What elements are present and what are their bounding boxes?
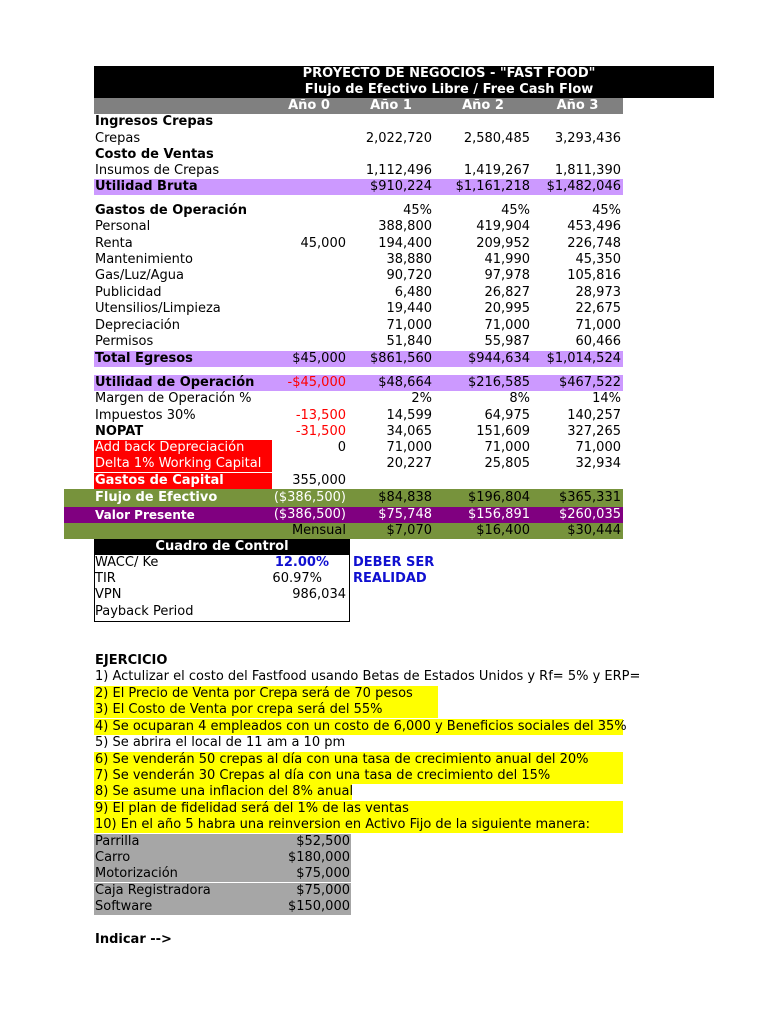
costo-title-row (94, 147, 623, 163)
value-y3: 105,816 (567, 268, 621, 283)
row-label: Flujo de Efectivo (95, 490, 218, 505)
row-label: Publicidad (95, 285, 162, 300)
value-y3: $467,522 (558, 375, 621, 390)
value-y2: 419,904 (476, 219, 530, 234)
value-y0: 355,000 (292, 473, 346, 488)
value-y3: 28,973 (575, 285, 621, 300)
ejercicio-title: EJERCICIO (95, 653, 168, 668)
ejercicio-item: 2) El Precio de Venta por Crepa será de 70 pesos (94, 686, 438, 702)
value-y2: $216,585 (467, 375, 530, 390)
gastos-pct-y3: 45% (592, 203, 621, 218)
gastos-title-row (94, 203, 623, 219)
year-0-header: Año 0 (288, 98, 330, 113)
row-label: Renta (95, 236, 133, 251)
asset-label: Motorización (95, 866, 178, 881)
value-y3: $260,035 (558, 507, 621, 522)
value-y2: 2,580,485 (463, 131, 530, 146)
row-label: Depreciación (95, 318, 180, 333)
capex-row (94, 473, 623, 489)
gasto-row-mantenimiento (94, 252, 623, 268)
indicar-label: Indicar --> (95, 932, 172, 947)
gasto-row-depreciacion (94, 318, 623, 334)
value-y2: 20,995 (484, 301, 530, 316)
value-y0: $45,000 (292, 351, 346, 366)
value-y3: 71,000 (575, 318, 621, 333)
value-y2: 64,975 (484, 408, 530, 423)
value-y3: 3,293,436 (554, 131, 621, 146)
utilidad-operacion-row (94, 375, 623, 391)
value-y0: 0 (337, 440, 346, 455)
value-y1: 194,400 (378, 236, 432, 251)
ejercicio-item: 10) En el año 5 habra una reinversion en Activo Fijo de la siguiente manera: (94, 817, 623, 833)
year-1-header: Año 1 (370, 98, 412, 113)
value-y2: $156,891 (467, 507, 530, 522)
value-y3: 32,934 (575, 456, 621, 471)
gasto-row-publicidad (94, 285, 623, 301)
row-label: Mantenimiento (95, 252, 193, 267)
asset-row (94, 899, 351, 915)
value-y1: $75,748 (378, 507, 432, 522)
row-label: Delta 1% Working Capital (95, 456, 262, 471)
value-y1: 2,022,720 (365, 131, 432, 146)
value-y1: $910,224 (369, 179, 432, 194)
payback-label: Payback Period (95, 604, 194, 619)
gastos-pct-y1: 45% (403, 203, 432, 218)
realidad-label: REALIDAD (353, 571, 427, 586)
header-title: PROYECTO DE NEGOCIOS - "FAST FOOD" (302, 66, 596, 81)
ejercicio-item: 4) Se ocuparan 4 empleados con un costo de 6,000 y Beneficios sociales del 35% (95, 719, 627, 734)
value-y3: $1,014,524 (546, 351, 621, 366)
impuestos-row (94, 408, 623, 424)
asset-label: Parrilla (95, 834, 140, 849)
value-y1: 19,440 (386, 301, 432, 316)
value-y3: $365,331 (558, 490, 621, 505)
value-y1: 1,112,496 (365, 163, 432, 178)
mensual-label: Mensual (291, 523, 346, 538)
flujo-row (94, 490, 623, 506)
value-y3: 226,748 (567, 236, 621, 251)
nopat-row (94, 424, 623, 440)
value-y2: 41,990 (484, 252, 530, 267)
asset-value: $75,000 (296, 866, 350, 881)
utilidad-bruta-row (94, 179, 623, 195)
value-y3: 71,000 (575, 440, 621, 455)
row-label: Add back Depreciación (95, 440, 245, 455)
asset-row (94, 883, 351, 899)
costo-title: Costo de Ventas (95, 147, 214, 162)
tir-value: 60.97% (272, 571, 322, 586)
value-y1: 38,880 (386, 252, 432, 267)
value-y3: 1,811,390 (554, 163, 621, 178)
value-y1: 14,599 (386, 408, 432, 423)
year-header-row (94, 98, 623, 114)
ejercicio-item: 7) Se venderán 30 Crepas al día con una tasa de crecimiento del 15% (94, 768, 623, 784)
asset-label: Carro (95, 850, 131, 865)
ejercicio-item: 3) El Costo de Venta por crepa será del 55% (94, 702, 438, 718)
asset-label: Software (95, 899, 153, 914)
value-y1: 90,720 (386, 268, 432, 283)
total-egresos-row (94, 351, 623, 367)
value-y1: 2% (411, 391, 432, 406)
row-label: NOPAT (95, 424, 144, 439)
ejercicio-item: 6) Se venderán 50 crepas al día con una tasa de crecimiento anual del 20% (94, 752, 623, 768)
gastos-title: Gastos de Operación (95, 203, 247, 218)
asset-row (94, 850, 351, 866)
ejercicio-item: 5) Se abrira el local de 11 am a 10 pm (95, 735, 346, 750)
asset-value: $52,500 (296, 834, 350, 849)
value-y1: $84,838 (378, 490, 432, 505)
row-label: Total Egresos (95, 351, 193, 366)
value-y3: $30,444 (567, 523, 621, 538)
row-label: Gas/Luz/Agua (95, 268, 185, 283)
value-y2: 26,827 (484, 285, 530, 300)
asset-row (94, 834, 351, 850)
ejercicio-item: 1) Actulizar el costo del Fastfood usando Betas de Estados Unidos y Rf= 5% y ERP= (95, 669, 641, 684)
row-label: Impuestos 30% (95, 408, 196, 423)
row-label: Utensilios/Limpieza (95, 301, 221, 316)
ingresos-title: Ingresos Crepas (95, 114, 214, 129)
value-y3: 140,257 (567, 408, 621, 423)
value-y3: 453,496 (567, 219, 621, 234)
row-label: Valor Presente (95, 508, 195, 522)
value-y1: $861,560 (369, 351, 432, 366)
value-y3: $1,482,046 (546, 179, 621, 194)
value-y0: -$45,000 (287, 375, 346, 390)
crepas-row (94, 131, 623, 147)
delta-row (94, 456, 623, 472)
vpn-value: 986,034 (292, 587, 346, 602)
ejercicio-item: 8) Se asume una inflacion del 8% anual (95, 784, 354, 799)
value-y1: 6,480 (394, 285, 432, 300)
asset-value: $150,000 (287, 899, 350, 914)
asset-value: $75,000 (296, 883, 350, 898)
vp-row (94, 507, 623, 523)
value-y2: 8% (509, 391, 530, 406)
gasto-row-renta (94, 236, 623, 252)
insumos-row (94, 163, 623, 179)
row-label: Utilidad Bruta (95, 179, 198, 194)
asset-value: $180,000 (287, 850, 350, 865)
value-y2: 25,805 (484, 456, 530, 471)
row-label: Utilidad de Operación (95, 375, 255, 390)
value-y0: -31,500 (295, 424, 346, 439)
value-y1: 388,800 (378, 219, 432, 234)
value-y3: 14% (592, 391, 621, 406)
row-label: Crepas (95, 131, 141, 146)
value-y2: 71,000 (484, 318, 530, 333)
value-y1: 51,840 (386, 334, 432, 349)
control-title: Cuadro de Control (94, 539, 350, 555)
value-y2: $196,804 (467, 490, 530, 505)
value-y2: 151,609 (476, 424, 530, 439)
mensual-row (94, 523, 623, 539)
gasto-row-personal (94, 219, 623, 235)
value-y0: ($386,500) (273, 490, 346, 505)
wacc-value: 12.00% (274, 555, 329, 570)
row-label: Margen de Operación % (95, 391, 252, 406)
row-label: Gastos de Capital (95, 473, 224, 488)
wacc-label: WACC/ Ke (95, 555, 159, 570)
value-y1: 71,000 (386, 318, 432, 333)
deber-ser-label: DEBER SER (353, 555, 435, 570)
gasto-row-gas (94, 268, 623, 284)
value-y0: -13,500 (295, 408, 346, 423)
value-y2: 209,952 (476, 236, 530, 251)
ejercicio-item: 9) El plan de fidelidad será del 1% de las ventas (94, 801, 623, 817)
value-y1: $48,664 (378, 375, 432, 390)
value-y1: $7,070 (386, 523, 432, 538)
year-3-header: Año 3 (556, 98, 599, 113)
value-y0: 45,000 (300, 236, 346, 251)
tir-label: TIR (95, 571, 116, 586)
value-y0: ($386,500) (273, 507, 346, 522)
value-y1: 71,000 (386, 440, 432, 455)
row-label: Insumos de Crepas (95, 163, 220, 178)
value-y2: 1,419,267 (463, 163, 530, 178)
value-y2: 97,978 (484, 268, 530, 283)
vpn-label: VPN (95, 587, 122, 602)
year-2-header: Año 2 (462, 98, 504, 113)
gastos-pct-y2: 45% (501, 203, 530, 218)
value-y3: 22,675 (575, 301, 621, 316)
margen-row (94, 391, 623, 407)
value-y2: 71,000 (484, 440, 530, 455)
value-y2: $1,161,218 (455, 179, 530, 194)
header-subtitle: Flujo de Efectivo Libre / Free Cash Flow (304, 82, 594, 97)
gasto-row-permisos (94, 334, 623, 350)
gasto-row-utensilios (94, 301, 623, 317)
value-y1: 20,227 (386, 456, 432, 471)
value-y1: 34,065 (386, 424, 432, 439)
value-y2: $16,400 (476, 523, 530, 538)
asset-row (94, 866, 351, 882)
asset-label: Caja Registradora (95, 883, 211, 898)
value-y3: 327,265 (567, 424, 621, 439)
row-label: Personal (95, 219, 151, 234)
value-y2: 55,987 (484, 334, 530, 349)
addback-row (94, 440, 623, 456)
ingresos-title-row (94, 114, 623, 130)
value-y3: 60,466 (575, 334, 621, 349)
value-y2: $944,634 (467, 351, 530, 366)
row-label: Permisos (95, 334, 154, 349)
value-y3: 45,350 (575, 252, 621, 267)
